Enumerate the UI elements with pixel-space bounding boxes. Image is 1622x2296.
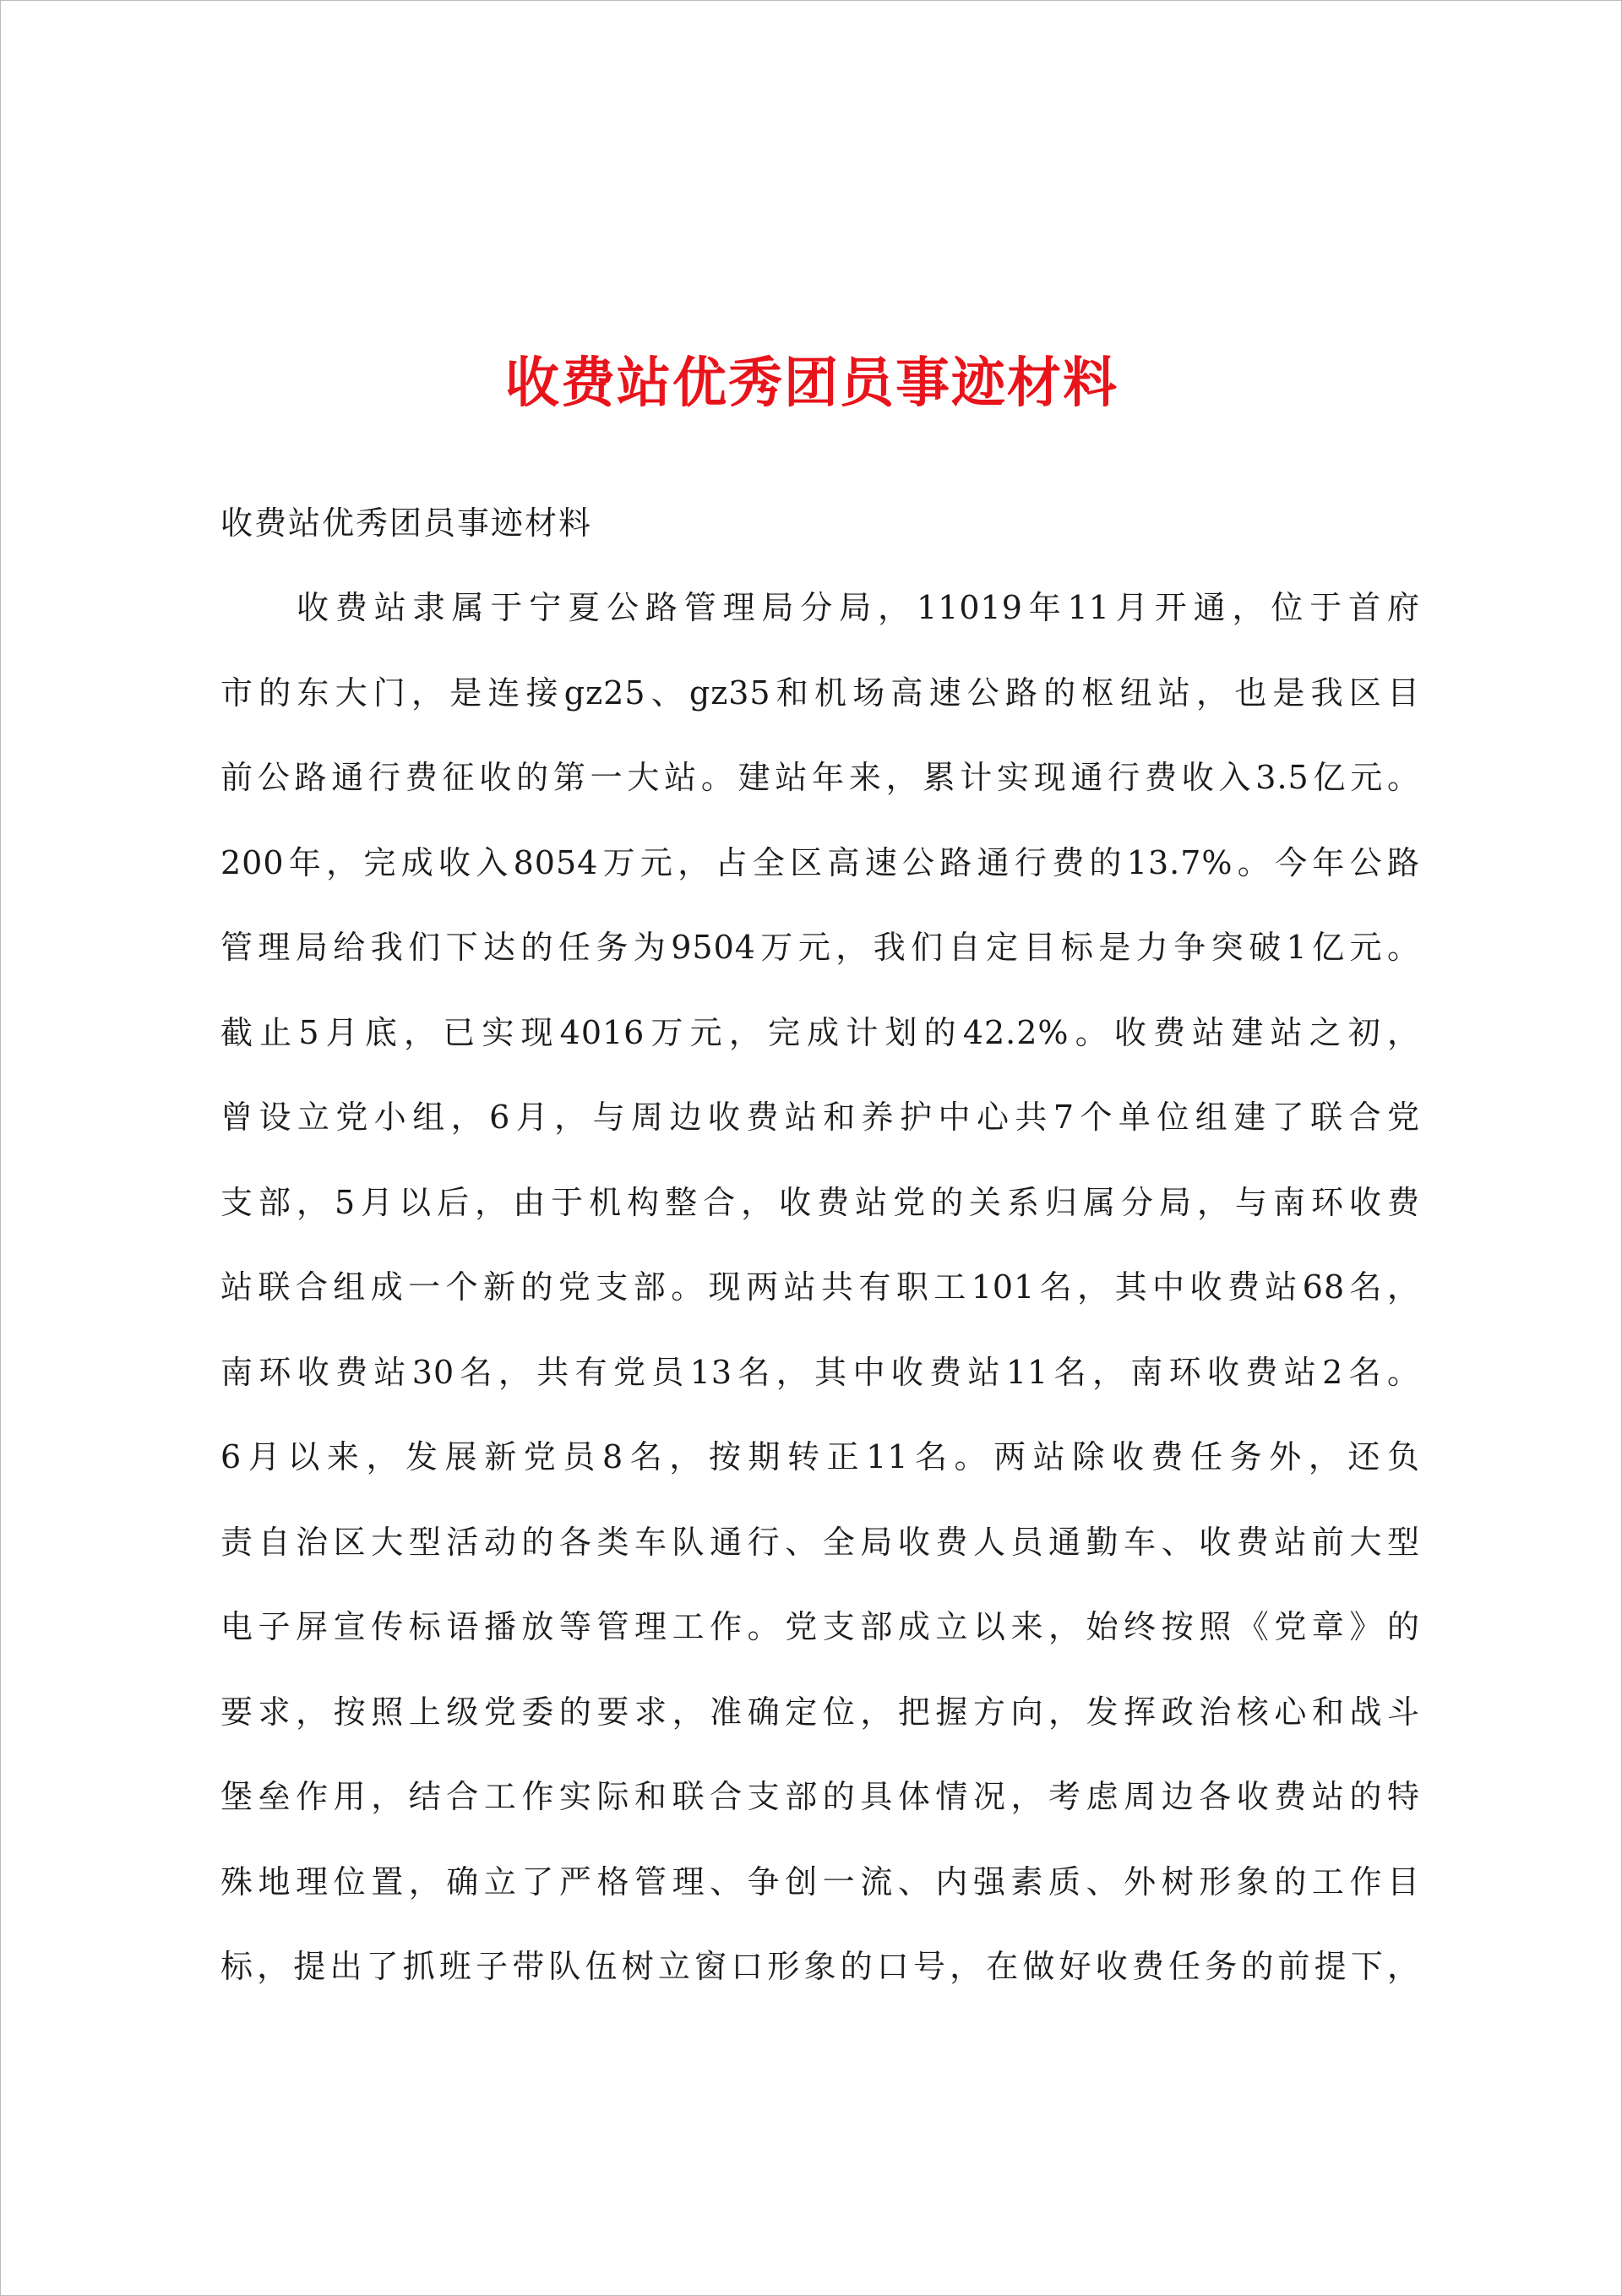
body-line: 市的东大门，是连接gz25、gz35和机场高速公路的枢纽站，也是我区目 (220, 674, 1420, 712)
body-line: 标，提出了抓班子带队伍树立窗口形象的口号，在做好收费任务的前提下， (220, 1948, 1420, 1985)
body-line: 6月以来，发展新党员8名，按期转正11名。两站除收费任务外，还负 (220, 1438, 1420, 1475)
body-line: 收费站隶属于宁夏公路管理局分局，11019年11月开通，位于首府 (297, 589, 1420, 626)
body-line: 电子屏宣传标语播放等管理工作。党支部成立以来，始终按照《党章》的 (220, 1608, 1420, 1645)
document-body (220, 582, 1420, 2026)
document-title: 收费站优秀团员事迹材料 (505, 352, 1119, 415)
body-line: 管理局给我们下达的任务为9504万元，我们自定目标是力争突破1亿元。 (220, 929, 1420, 966)
body-line: 前公路通行费征收的第一大站。建站年来，累计实现通行费收入3.5亿元。 (220, 759, 1420, 796)
body-line: 南环收费站30名，共有党员13名，其中收费站11名，南环收费站2名。 (220, 1353, 1420, 1391)
body-line: 支部，5月以后，由于机构整合，收费站党的关系归属分局，与南环收费 (220, 1183, 1420, 1221)
document-subtitle: 收费站优秀团员事迹材料 (220, 504, 593, 542)
body-line: 责自治区大型活动的各类车队通行、全局收费人员通勤车、收费站前大型 (220, 1523, 1420, 1561)
body-line: 堡垒作用，结合工作实际和联合支部的具体情况，考虑周边各收费站的特 (220, 1778, 1420, 1815)
body-line: 站联合组成一个新的党支部。现两站共有职工101名，其中收费站68名， (220, 1268, 1420, 1306)
body-line: 殊地理位置，确立了严格管理、争创一流、内强素质、外树形象的工作目 (220, 1862, 1420, 1901)
body-line: 200年，完成收入8054万元，占全区高速公路通行费的13.7%。今年公路 (220, 843, 1420, 881)
body-line: 曾设立党小组，6月，与周边收费站和养护中心共7个单位组建了联合党 (220, 1099, 1420, 1136)
body-line: 截止5月底，已实现4016万元，完成计划的42.2%。收费站建站之初， (220, 1013, 1420, 1051)
body-line: 要求，按照上级党委的要求，准确定位，把握方向，发挥政治核心和战斗 (220, 1693, 1420, 1731)
